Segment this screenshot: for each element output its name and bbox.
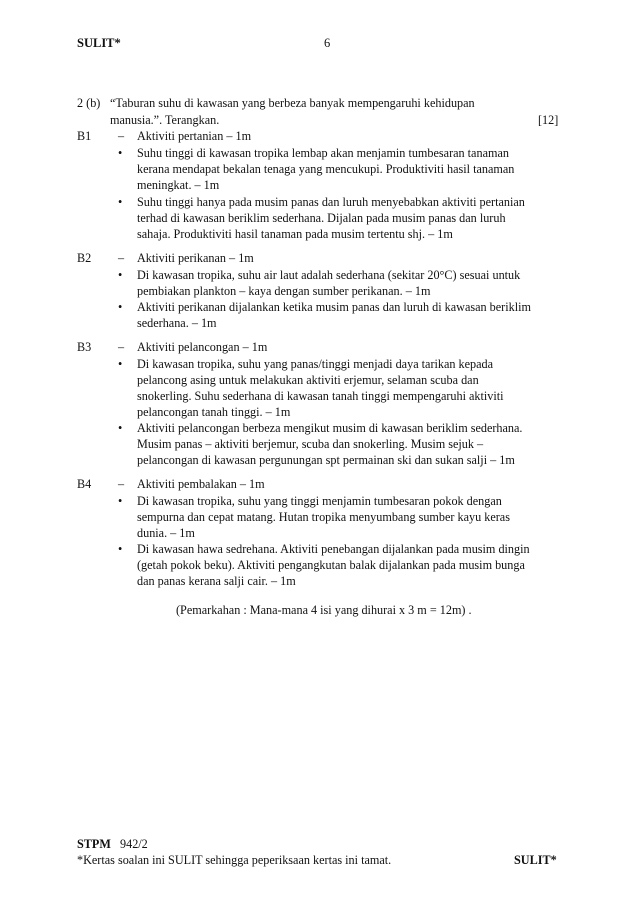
section-label: B1 — [77, 129, 92, 143]
section-label: B3 — [77, 340, 92, 354]
page-number: 6 — [324, 36, 331, 50]
section-heading: – Aktiviti pembalakan – 1m — [118, 477, 265, 491]
section-heading: – Aktiviti pertanian – 1m — [118, 129, 252, 143]
marking-note: (Pemarkahan : Mana-mana 4 isi yang dihurai x 3 m = 12m) . — [176, 603, 472, 617]
question-line-1: “Taburan suhu di kawasan yang berbeza banyak mempengaruhi kehidupan — [110, 96, 475, 110]
footer-classification: SULIT* — [514, 853, 557, 867]
list-item: • Aktiviti perikanan dijalankan ketika musim panas dan luruh di kawasan beriklim sederhana. – 1m — [118, 300, 531, 330]
question-marks: [12] — [538, 113, 559, 127]
section-heading: – Aktiviti perikanan – 1m — [118, 251, 254, 265]
list-item: • Suhu tinggi di kawasan tropika lembap akan menjamin tumbesaran tanaman kerana mendapat bekalan tenaga yang mencukupi. Produktiviti hasil tanaman meningkat. – 1m — [118, 146, 515, 192]
header-classification: SULIT* — [77, 36, 121, 50]
footer-code: STPM 942/2 — [77, 837, 148, 851]
section-heading: – Aktiviti pelancongan – 1m — [118, 340, 268, 354]
section-label: B4 — [77, 477, 92, 491]
list-item: • Di kawasan hawa sedrehana. Aktiviti penebangan dijalankan pada musim dingin (getah pokok beku). Aktiviti pengangkutan balak dijalankan pada musim bunga dan panas kerana salji cair. – 1m — [118, 542, 530, 588]
list-item: • Suhu tinggi hanya pada musim panas dan luruh menyebabkan aktiviti pertanian terhad di kawasan beriklim sederhana. Dijalan pada musim panas dan luruh sahaja. Produktiviti hasil tanaman pada musim tertentu shj. – 1m — [118, 195, 525, 241]
footer-notice: *Kertas soalan ini SULIT sehingga peperiksaan kertas ini tamat. — [77, 853, 392, 867]
question-number: 2 (b) — [77, 96, 101, 110]
list-item: • Aktiviti pelancongan berbeza mengikut musim di kawasan beriklim sederhana. Musim panas – aktiviti berjemur, scuba dan snokerling. Musim sejuk – pelancongan di kawasan pergunungan spt permainan ski dan sukan salji – 1m — [118, 421, 523, 467]
list-item: • Di kawasan tropika, suhu yang tinggi menjamin tumbesaran pokok dengan sempurna dan cepat matang. Hutan tropika menyumbang sumber kayu keras dunia. – 1m — [118, 494, 510, 540]
list-item: • Di kawasan tropika, suhu yang panas/tinggi menjadi daya tarikan kepada pelancong asing untuk melakukan aktiviti erjemur, selaman scuba dan snokerling. Suhu sederhana di kawasan tanah tinggi mempengaruhi aktiviti pelancongan tanah tinggi. – 1m — [118, 357, 504, 419]
section-label: B2 — [77, 251, 92, 265]
list-item: • Di kawasan tropika, suhu air laut adalah sederhana (sekitar 20°C) sesuai untuk pembiakan plankton – kaya dengan sumber perikanan. – 1m — [118, 268, 521, 298]
question-line-2: manusia.”. Terangkan. — [110, 113, 220, 127]
